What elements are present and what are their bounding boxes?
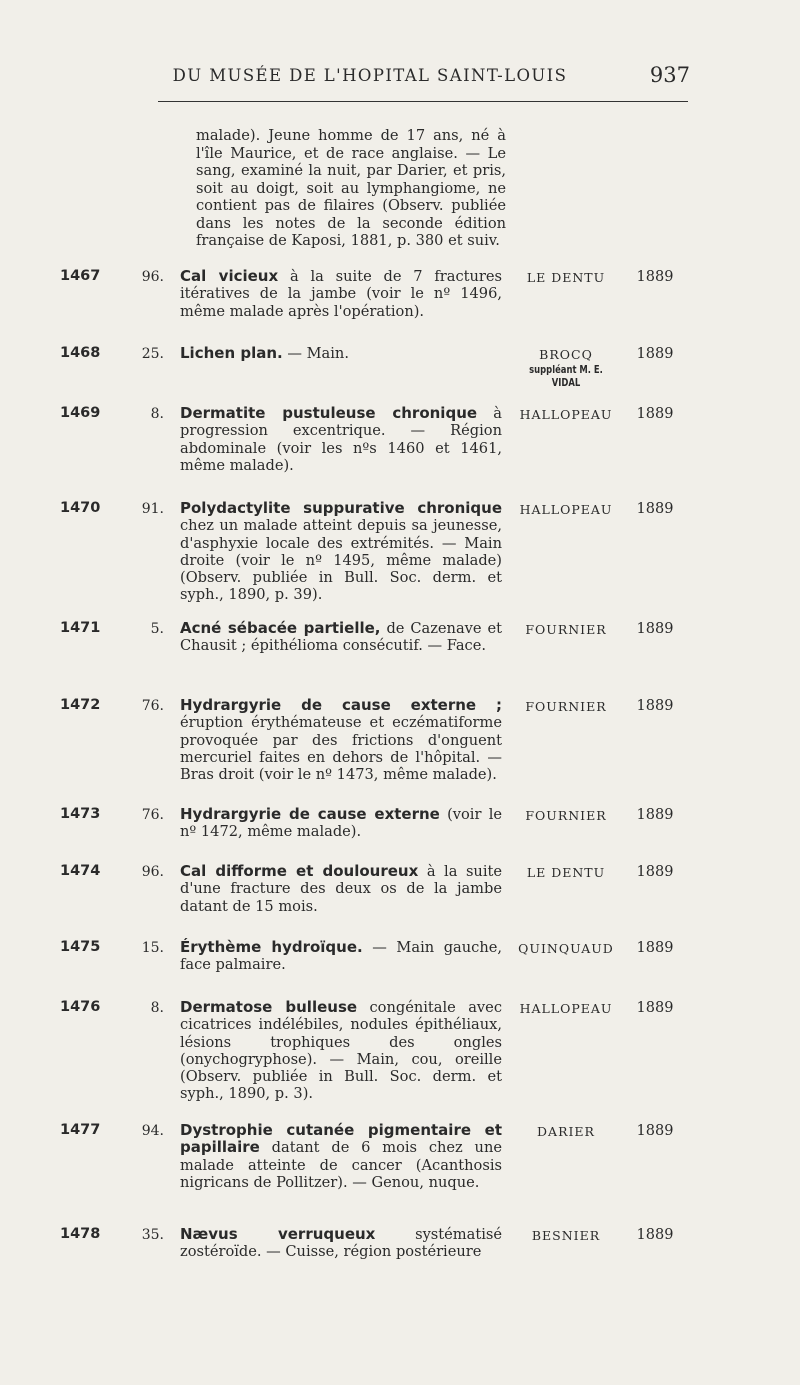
entry-description bbox=[180, 345, 502, 362]
entry-description bbox=[180, 806, 502, 841]
entry-description bbox=[180, 620, 502, 655]
entry-text: (voir le nº 1472, même malade). bbox=[180, 806, 502, 841]
entry-index: 91. bbox=[141, 501, 164, 517]
entry-index: 96. bbox=[141, 269, 164, 285]
entry-title: Hydrargyrie de cause externe ; bbox=[180, 696, 502, 714]
entry-description bbox=[180, 1226, 502, 1261]
entry-text: à la suite de 7 fractures itératives de la jambe (voir le nº 1496, même malade après l'opération). bbox=[180, 268, 503, 320]
entry-text: congénitale avec cicatrices indélébiles, nodules épithéliaux, lésions trophiques des ongles (onychogryphose). — Main, cou, oreille (Observ. publiée in Bull. Soc. derm. et syph., 1890, p. 3). bbox=[180, 999, 502, 1103]
entry-text: datant de 6 mois chez une malade atteinte de cancer (Acanthosis nigricans de Pollitzer). — Genou, nuque. bbox=[180, 1139, 502, 1191]
entry-number: 1476 bbox=[60, 999, 101, 1015]
entry-title: Polydactylite suppurative chronique bbox=[180, 499, 502, 517]
entry-title: Hydrargyrie de cause externe bbox=[180, 805, 440, 823]
entry-index: 8. bbox=[150, 406, 164, 422]
entry-number: 1473 bbox=[60, 806, 101, 822]
entry-description bbox=[180, 1122, 502, 1191]
entry-text: de Cazenave et Chausit ; épithélioma consécutif. — Face. bbox=[180, 620, 502, 655]
entry-description bbox=[180, 999, 502, 1103]
entry-doctor: FOURNIER bbox=[525, 622, 607, 637]
entry-title: Érythème hydroïque. bbox=[180, 938, 363, 956]
entry-doctor: HALLOPEAU bbox=[519, 407, 613, 422]
entry-doctor: FOURNIER bbox=[525, 699, 607, 714]
entry-description bbox=[180, 268, 502, 320]
entry-description bbox=[180, 697, 502, 783]
entry-number: 1467 bbox=[60, 268, 101, 284]
entry-description bbox=[180, 863, 502, 915]
entry-year: 1889 bbox=[636, 1227, 674, 1243]
entry-year: 1889 bbox=[636, 346, 674, 362]
entry-number: 1472 bbox=[60, 697, 101, 713]
entry-doctor: HALLOPEAU bbox=[519, 1001, 613, 1016]
entry-title: Acné sébacée partielle, bbox=[180, 619, 381, 637]
entry-index: 94. bbox=[141, 1123, 164, 1139]
entry-doctor: QUINQUAUD bbox=[518, 941, 614, 956]
entry-text: — Main. bbox=[282, 345, 349, 362]
entry-title: Cal difforme et douloureux bbox=[180, 862, 419, 880]
entry-number: 1471 bbox=[60, 620, 101, 636]
entry-text: éruption érythémateuse et eczématiforme provoquée par des frictions d'onguent mercuriel faites en dehors de l'hôpital. — Bras droit (voir le nº 1473, même malade). bbox=[180, 714, 502, 784]
entry-doctor: FOURNIER bbox=[525, 808, 607, 823]
entry-text: à progression excentrique. — Région abdominale (voir les nºs 1460 et 1461, même malade). bbox=[180, 405, 502, 474]
entry-title: Dystrophie cutanée pigmentaire et papillaire bbox=[180, 1121, 502, 1157]
running-title: DU MUSÉE DE L'HOPITAL SAINT-LOUIS bbox=[172, 66, 568, 85]
entry-doctor-note: suppléant M. E. VIDAL bbox=[529, 363, 603, 389]
entry-index: 96. bbox=[141, 864, 164, 880]
page-number: 937 bbox=[649, 63, 690, 87]
entry-description bbox=[180, 500, 502, 604]
entry-title: Nævus verruqueux bbox=[180, 1225, 376, 1243]
entry-doctor: LE DENTU bbox=[526, 865, 606, 880]
entry-title: Dermatose bulleuse bbox=[180, 998, 358, 1016]
entry-description bbox=[180, 939, 502, 974]
entry-year: 1889 bbox=[636, 501, 674, 517]
header-rule bbox=[158, 101, 688, 102]
entry-number: 1475 bbox=[60, 939, 101, 955]
entry-text: — Main gauche, face palmaire. bbox=[180, 939, 502, 974]
entry-text: systématisé zostéroïde. — Cuisse, région postérieure bbox=[180, 1226, 502, 1261]
entry-doctor: BESNIER bbox=[531, 1228, 601, 1243]
entry-doctor: HALLOPEAU bbox=[519, 502, 613, 517]
entry-index: 35. bbox=[141, 1227, 164, 1243]
entry-doctor: BROCQ bbox=[539, 347, 593, 362]
entry-index: 5. bbox=[150, 621, 164, 637]
entry-title: Cal vicieux bbox=[180, 267, 279, 285]
entry-year: 1889 bbox=[636, 406, 674, 422]
entry-number: 1477 bbox=[60, 1122, 101, 1138]
entry-title: Lichen plan. bbox=[180, 344, 283, 362]
entry-doctor: LE DENTU bbox=[526, 270, 606, 285]
entry-year: 1889 bbox=[636, 864, 674, 880]
entry-doctor: DARIER bbox=[537, 1124, 595, 1139]
entry-year: 1889 bbox=[636, 1123, 674, 1139]
entry-year: 1889 bbox=[636, 621, 674, 637]
entry-title: Dermatite pustuleuse chronique bbox=[180, 404, 478, 422]
entry-year: 1889 bbox=[636, 807, 674, 823]
entry-index: 8. bbox=[150, 1000, 164, 1016]
entry-text: à la suite d'une fracture des deux os de la jambe datant de 15 mois. bbox=[180, 863, 503, 915]
entry-number: 1470 bbox=[60, 500, 101, 516]
entry-index: 76. bbox=[141, 698, 164, 714]
entry-index: 15. bbox=[141, 940, 164, 956]
entry-number: 1469 bbox=[60, 405, 101, 421]
continued-entry-text: malade). Jeune homme de 17 ans, né à l'île Maurice, et de race anglaise. — Le sang, examiné la nuit, par Darier, et pris, soit au doigt, soit au lymphangiome, ne contient pas de filaires (Observ. publiée dans les notes de la seconde édition française de Kaposi, 1881, p. 380 et suiv. bbox=[196, 127, 506, 249]
entry-year: 1889 bbox=[636, 940, 674, 956]
entry-number: 1468 bbox=[60, 345, 101, 361]
entry-number: 1474 bbox=[60, 863, 101, 879]
entry-year: 1889 bbox=[636, 1000, 674, 1016]
page-header bbox=[0, 62, 800, 92]
entry-year: 1889 bbox=[636, 698, 674, 714]
entry-index: 76. bbox=[141, 807, 164, 823]
entry-description bbox=[180, 405, 502, 474]
entry-number: 1478 bbox=[60, 1226, 101, 1242]
entry-year: 1889 bbox=[636, 269, 674, 285]
entry-index: 25. bbox=[141, 346, 164, 362]
entry-text: chez un malade atteint depuis sa jeunesse, d'asphyxie locale des extrémités. — Main droite (voir le nº 1495, même malade) (Observ. publiée in Bull. Soc. derm. et syph., 1890, p. 39). bbox=[180, 517, 502, 604]
